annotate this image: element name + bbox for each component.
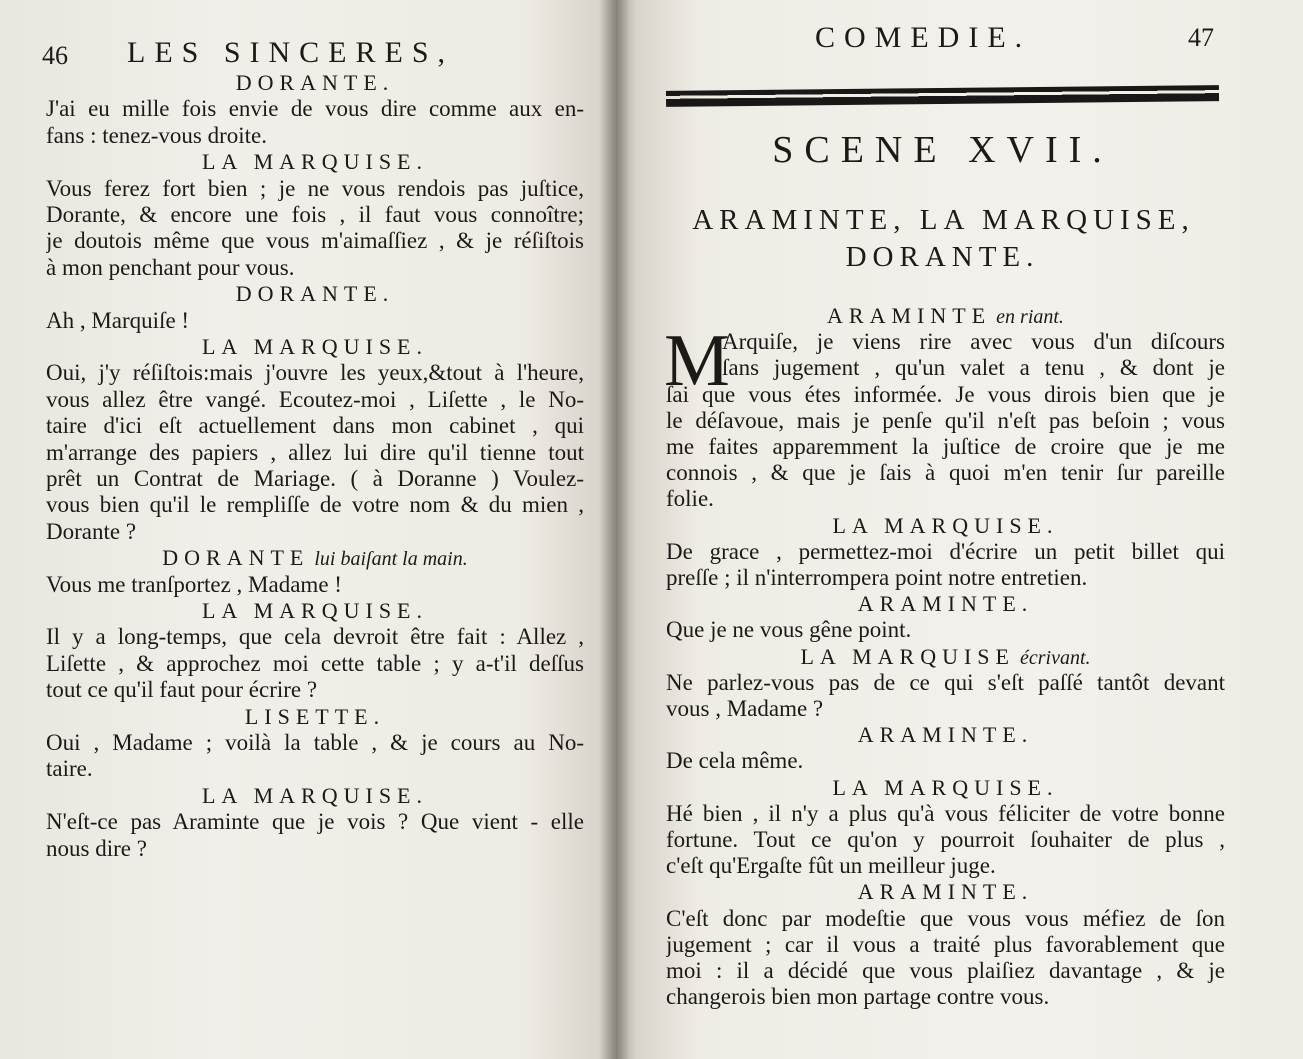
speaker-name <box>666 722 1225 748</box>
speaker-label: ARAMINTE. <box>857 591 1034 617</box>
speaker-label: LA MARQUISE. <box>201 149 428 175</box>
speaker-label: ARAMINTE <box>827 303 992 328</box>
text-line: vous , Madame ? <box>666 696 824 721</box>
text-line: moi : il a décidé que vous plaiſiez davantage , & je <box>666 958 1225 983</box>
speaker-label: LA MARQUISE. <box>201 782 428 808</box>
text-line: à mon penchant pour vous. <box>46 254 295 280</box>
text-line: Oui , Madame ; voilà la table , & je cours au No- <box>46 730 584 755</box>
speaker-label: LA MARQUISE <box>800 643 1015 669</box>
speaker-name <box>666 775 1225 801</box>
speaker-name <box>46 149 584 175</box>
speaker-label: DORANTE. <box>235 281 395 307</box>
text-line: Ne parlez-vous pas de ce qui s'eſt paſſé tantôt devant <box>666 669 1225 695</box>
left-page-number: 46 <box>42 41 68 70</box>
text-line: De cela même. <box>666 748 804 774</box>
speaker-label: LA MARQUISE. <box>832 512 1059 538</box>
text-line: taire d'ici eſt actuellement dans mon cabinet , qui <box>46 413 584 439</box>
text-line: tout ce qu'il faut pour écrire ? <box>46 677 318 703</box>
text-line: preſſe ; il n'interrompera point notre entretien. <box>666 565 1088 590</box>
left-running-head: LES SINCERES, <box>127 36 455 69</box>
right-page-number: 47 <box>1188 23 1214 52</box>
speaker-name <box>666 879 1225 905</box>
text-line: ſans jugement , qu'un valet a tenu , & dont je <box>722 355 1225 381</box>
right-running-head: COMEDIE. <box>815 21 1032 54</box>
text-line: Oui, j'y réſiſtois:mais j'ouvre les yeux,&tout à l'heure, <box>46 360 584 386</box>
text-line: Hé bien , il n'y a plus qu'à vous féliciter de votre bonne <box>666 800 1225 826</box>
book-gutter <box>600 0 630 1059</box>
stage-direction: écrivant. <box>1014 646 1091 669</box>
speaker-name <box>46 783 584 809</box>
text-line: le déſavoue, mais je penſe qu'il n'eſt pas beſoin ; vous <box>666 407 1225 433</box>
text-line: vous bien qu'il le rempliſſe de votre nom & du mien , <box>46 492 584 518</box>
text-line: fans : tenez-vous droite. <box>46 122 267 148</box>
text-line: Vous ferez fort bien ; je ne vous rendois pas juſtice, <box>46 175 584 201</box>
text-line: Liſette , & approchez moi cette table ; y a-t'il deſſus <box>46 650 584 676</box>
text-line: Il y a long-temps, que cela devroit être fait : Allez , <box>46 624 584 650</box>
text-line: C'eſt donc par modeſtie que vous vous méfiez de ſon <box>666 905 1225 931</box>
speaker-label: LA MARQUISE. <box>832 774 1059 800</box>
stage-direction: en riant. <box>991 306 1064 328</box>
speaker-name <box>46 334 584 360</box>
text-line: Vous me tranſportez , Madame ! <box>46 571 342 597</box>
text-line: De grace , permettez-moi d'écrire un petit billet qui <box>666 538 1225 564</box>
text-line: prêt un Contrat de Mariage. ( à Doranne ) Voulez- <box>46 466 584 491</box>
speaker-name <box>666 303 1225 330</box>
speaker-name <box>46 281 584 307</box>
text-line: nous dire ? <box>46 835 147 861</box>
text-line: fortune. Tout ce qu'on y pourroit ſouhaiter de plus , <box>666 827 1225 852</box>
speaker-name <box>666 513 1225 539</box>
text-line: N'eſt-ce pas Araminte que je vois ? Que vient - elle <box>46 809 584 835</box>
speaker-label: ARAMINTE. <box>857 879 1034 905</box>
text-line: Dorante ? <box>46 518 137 544</box>
scene-title: SCENE XVII. <box>772 129 1113 171</box>
text-line: Que je ne vous gêne point. <box>666 617 912 643</box>
text-line: folie. <box>666 486 714 512</box>
text-line: Dorante, & encore une fois , il faut vous connoître; <box>46 202 584 227</box>
text-line: changerois bien mon partage contre vous. <box>666 984 1050 1010</box>
text-line: me faites apparemment la juſtice de croire que je me <box>666 434 1225 459</box>
text-line: Ah , Marquiſe ! <box>46 307 190 333</box>
speaker-name <box>46 545 584 572</box>
speaker-label: ARAMINTE. <box>857 722 1034 748</box>
speaker-name <box>46 704 584 730</box>
speaker-label: DORANTE. <box>235 70 395 95</box>
drop-cap: M <box>664 320 730 402</box>
speaker-name <box>666 591 1225 617</box>
text-line: connois , & que je ſais à quoi m'en tenir ſur pareille <box>666 460 1225 486</box>
speaker-name <box>46 598 584 624</box>
speaker-name <box>46 70 584 96</box>
speaker-label: LA MARQUISE. <box>201 334 428 359</box>
speaker-label: LA MARQUISE. <box>201 598 428 623</box>
speaker-label: DORANTE <box>162 545 310 571</box>
speaker-label: LISETTE. <box>244 703 386 729</box>
stage-direction: lui baiſant la main. <box>309 548 468 571</box>
text-line: c'eſt qu'Ergaſte fût un meilleur juge. <box>666 853 996 879</box>
text-line: vous allez être vangé. Ecoutez-moi , Liſette , le No- <box>46 386 584 412</box>
cast-line-1: ARAMINTE, LA MARQUISE, <box>692 204 1195 236</box>
text-line: jugement ; car il vous a traité plus favorablement que <box>666 931 1225 957</box>
cast-line-2: DORANTE. <box>845 241 1040 273</box>
text-line: Arquiſe, je viens rire avec vous d'un diſcours <box>722 329 1225 355</box>
speaker-name <box>666 644 1225 671</box>
text-line: ſai que vous étes informée. Je vous dirois bien que je <box>666 381 1225 407</box>
text-line: m'arrange des papiers , allez lui dire qu'il tienne tout <box>46 439 584 465</box>
text-line: J'ai eu mille fois envie de vous dire comme aux en- <box>46 96 584 122</box>
text-line: je doutois même que vous m'aimaſſiez , & je réſiſtois <box>46 228 584 254</box>
text-line: taire. <box>46 756 93 782</box>
